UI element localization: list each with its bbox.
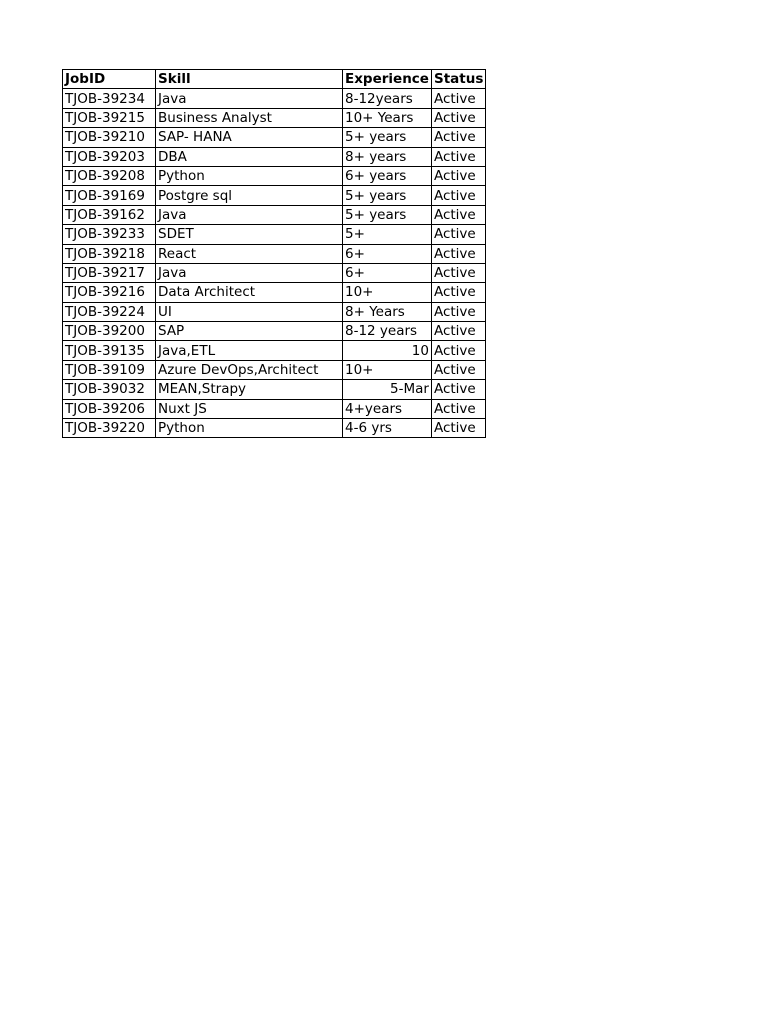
cell-jobid: TJOB-39203 [63,147,156,166]
cell-skill: Java [156,89,343,108]
cell-jobid: TJOB-39217 [63,263,156,282]
cell-status: Active [431,244,485,263]
cell-status: Active [431,108,485,127]
cell-jobid: TJOB-39032 [63,380,156,399]
cell-experience: 5+ years [343,186,432,205]
cell-jobid: TJOB-39215 [63,108,156,127]
cell-jobid: TJOB-39233 [63,225,156,244]
table-row [63,147,486,166]
table-row [63,263,486,282]
cell-status: Active [431,205,485,224]
cell-skill: Data Architect [156,283,343,302]
cell-experience: 6+ [343,244,432,263]
table-row [63,108,486,127]
table-row [63,322,486,341]
cell-experience: 8-12years [343,89,432,108]
table-row [63,128,486,147]
cell-skill: SAP [156,322,343,341]
cell-status: Active [431,147,485,166]
cell-experience: 5-Mar [343,380,432,399]
cell-experience: 5+ years [343,128,432,147]
cell-jobid: TJOB-39206 [63,399,156,418]
cell-experience: 6+ [343,263,432,282]
table-row [63,283,486,302]
cell-experience: 6+ years [343,166,432,185]
table-row [63,166,486,185]
table-row [63,399,486,418]
cell-skill: UI [156,302,343,321]
cell-skill: Python [156,419,343,438]
cell-jobid: TJOB-39210 [63,128,156,147]
cell-status: Active [431,302,485,321]
cell-experience: 10+ [343,283,432,302]
cell-skill: MEAN,Strapy [156,380,343,399]
header-row [63,70,486,89]
table-row [63,341,486,360]
header-skill: Skill [156,70,343,89]
cell-status: Active [431,341,485,360]
header-status: Status [431,70,485,89]
cell-jobid: TJOB-39162 [63,205,156,224]
cell-jobid: TJOB-39135 [63,341,156,360]
cell-skill: Python [156,166,343,185]
cell-skill: Azure DevOps,Architect [156,360,343,379]
header-jobid: JobID [63,70,156,89]
cell-skill: DBA [156,147,343,166]
cell-jobid: TJOB-39220 [63,419,156,438]
cell-experience: 10 [343,341,432,360]
cell-jobid: TJOB-39169 [63,186,156,205]
header-experience: Experience [343,70,432,89]
cell-skill: Nuxt JS [156,399,343,418]
cell-experience: 8-12 years [343,322,432,341]
cell-experience: 10+ [343,360,432,379]
table-row [63,360,486,379]
cell-jobid: TJOB-39218 [63,244,156,263]
table-row [63,225,486,244]
cell-experience: 4-6 yrs [343,419,432,438]
cell-skill: SAP- HANA [156,128,343,147]
cell-status: Active [431,186,485,205]
cell-jobid: TJOB-39109 [63,360,156,379]
cell-status: Active [431,225,485,244]
cell-status: Active [431,419,485,438]
cell-status: Active [431,283,485,302]
table-body [63,89,486,438]
cell-skill: Java [156,205,343,224]
job-table [62,69,486,438]
cell-skill: Postgre sql [156,186,343,205]
cell-status: Active [431,399,485,418]
cell-status: Active [431,263,485,282]
cell-skill: Java [156,263,343,282]
cell-experience: 5+ years [343,205,432,224]
table-row [63,380,486,399]
cell-experience: 8+ Years [343,302,432,321]
table-row [63,186,486,205]
cell-experience: 5+ [343,225,432,244]
cell-status: Active [431,380,485,399]
table-row [63,244,486,263]
cell-skill: Java,ETL [156,341,343,360]
cell-status: Active [431,128,485,147]
cell-status: Active [431,322,485,341]
cell-experience: 10+ Years [343,108,432,127]
cell-status: Active [431,89,485,108]
cell-jobid: TJOB-39200 [63,322,156,341]
cell-experience: 8+ years [343,147,432,166]
cell-skill: SDET [156,225,343,244]
cell-status: Active [431,360,485,379]
cell-jobid: TJOB-39216 [63,283,156,302]
table-row [63,89,486,108]
cell-experience: 4+years [343,399,432,418]
table-row [63,205,486,224]
cell-skill: Business Analyst [156,108,343,127]
table-row [63,419,486,438]
cell-status: Active [431,166,485,185]
cell-skill: React [156,244,343,263]
cell-jobid: TJOB-39234 [63,89,156,108]
table-row [63,302,486,321]
cell-jobid: TJOB-39208 [63,166,156,185]
cell-jobid: TJOB-39224 [63,302,156,321]
